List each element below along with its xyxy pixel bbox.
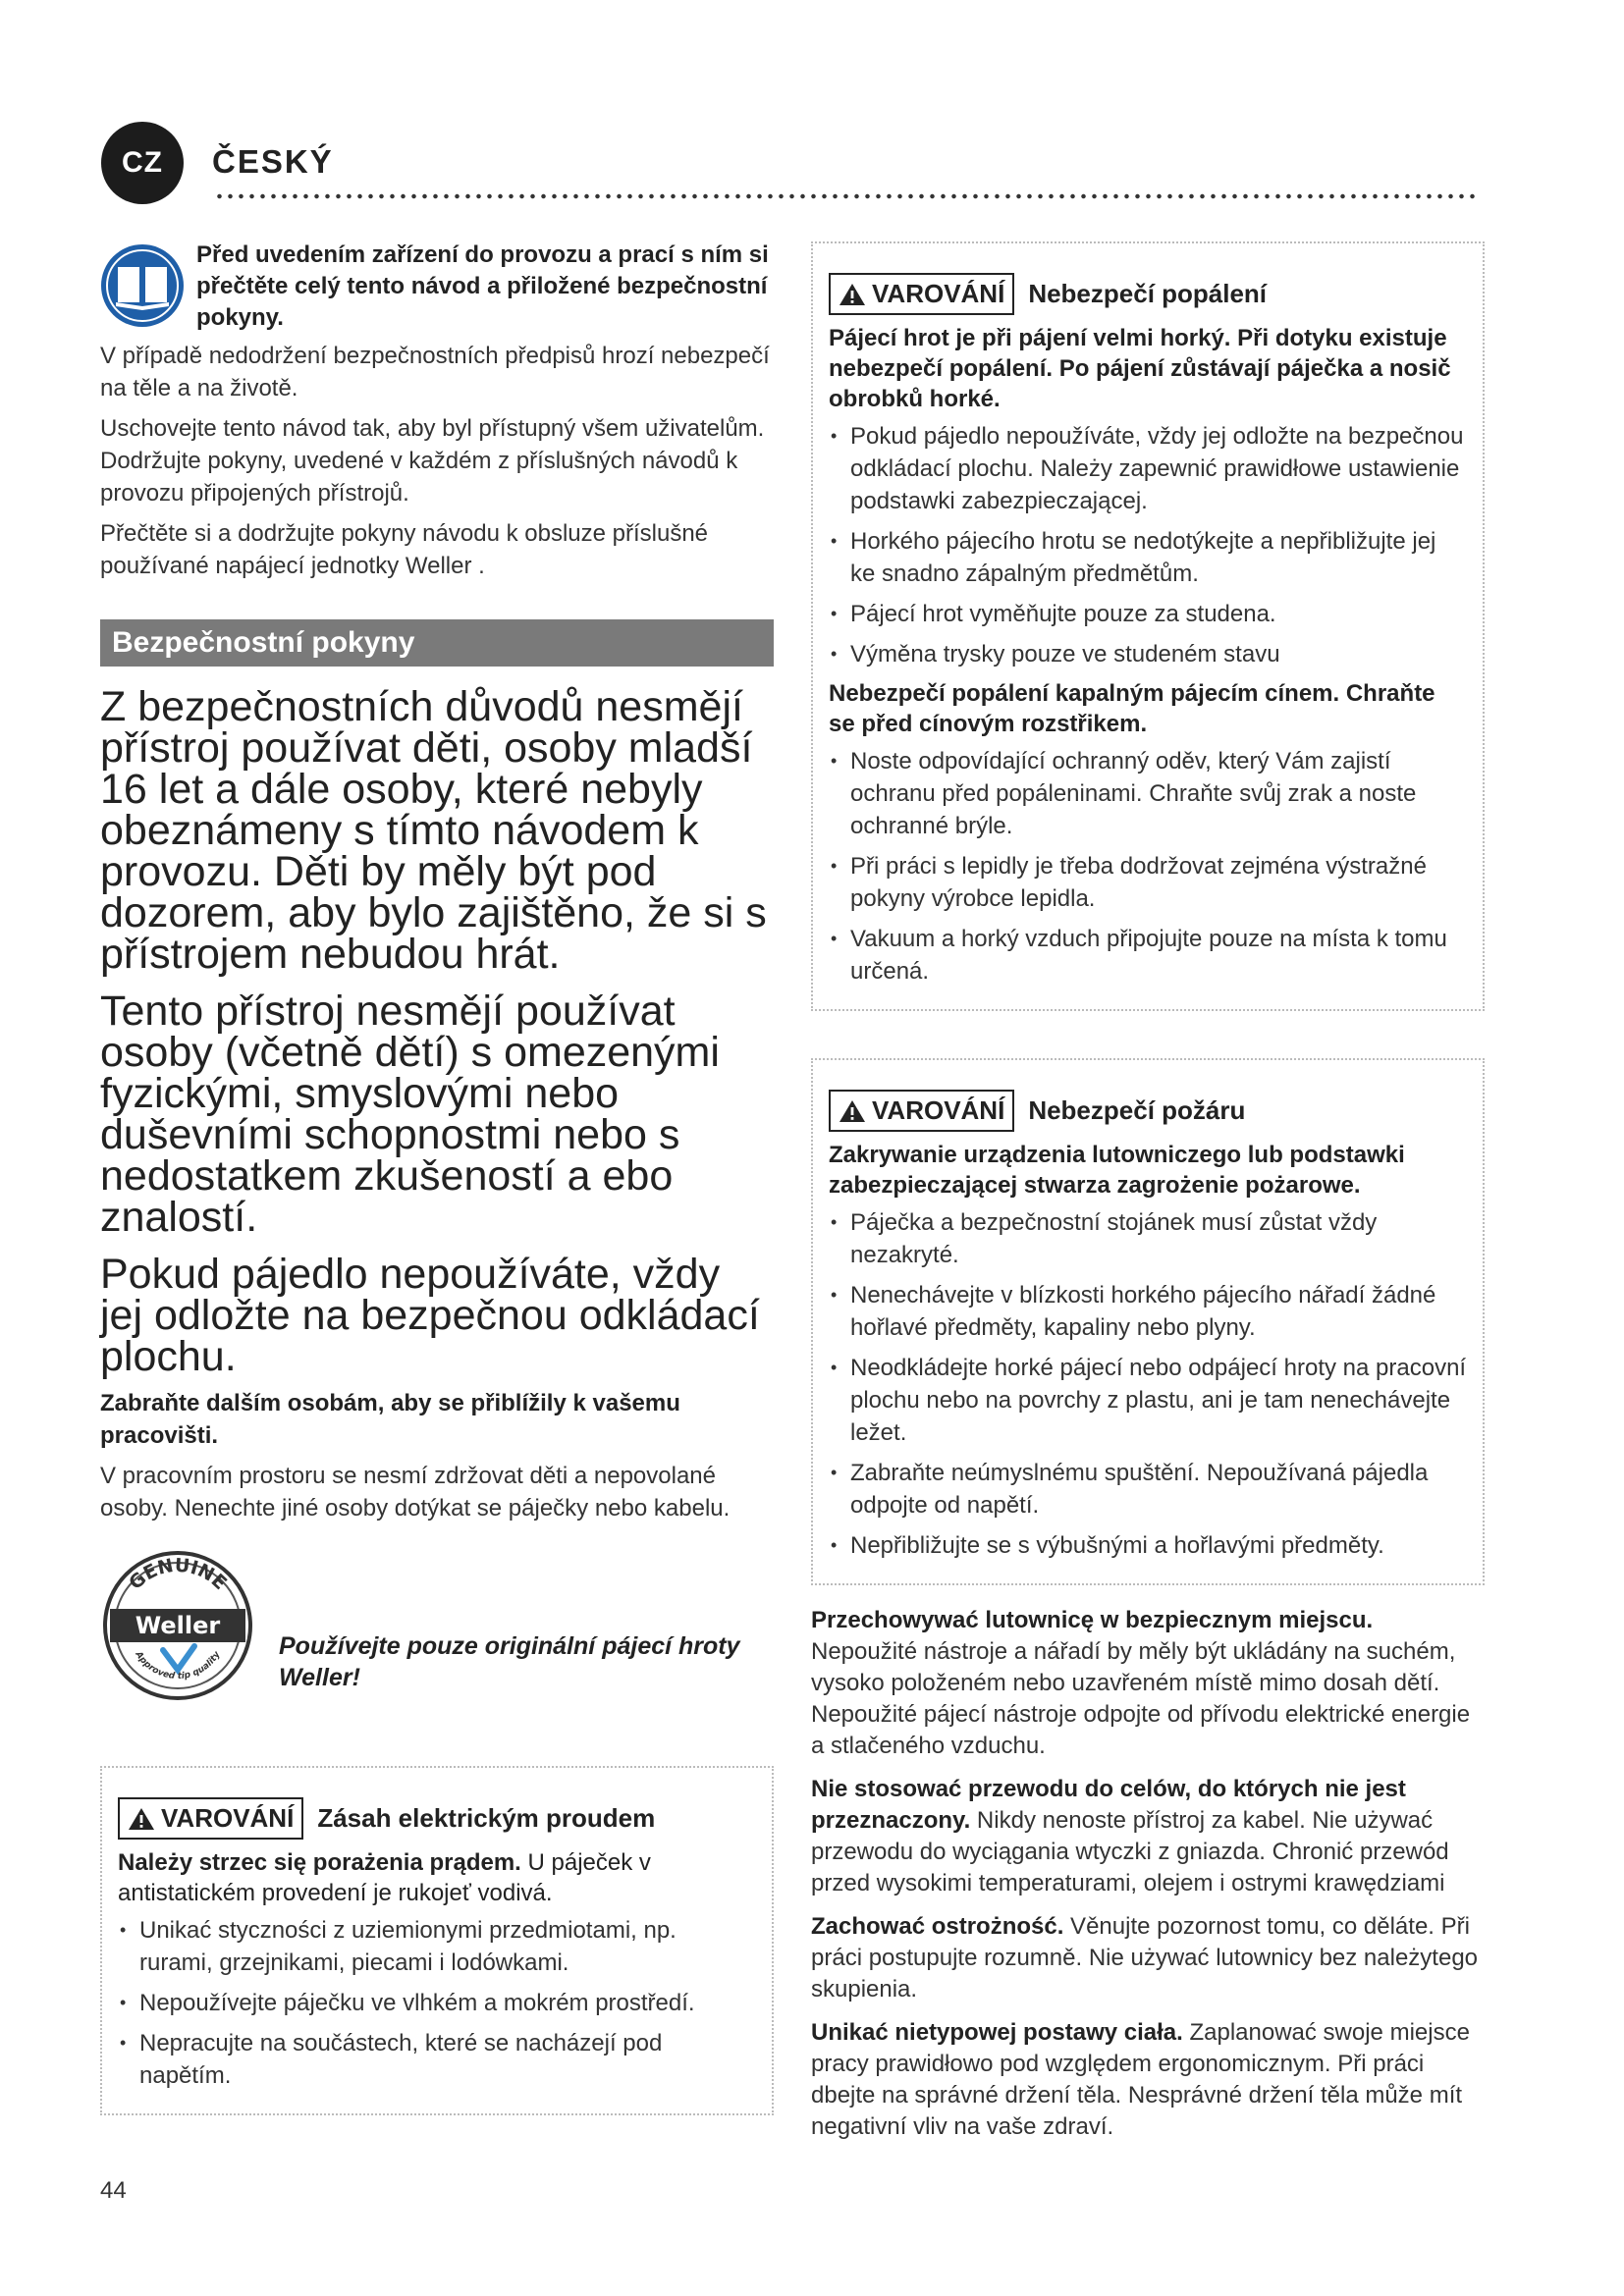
- warning-burn: [811, 241, 1485, 1011]
- warning-triangle-icon: [839, 283, 866, 306]
- list-item: • Horkého pájecího hrotu se nedotýkejte a nepřibližujte jej ke snadno zápalným předmětům.: [829, 525, 1467, 590]
- genuine-tips-block: [100, 1548, 774, 1703]
- warning-triangle-icon: [128, 1807, 155, 1831]
- section-heading: Bezpečnostní pokyny: [100, 619, 774, 667]
- warning-list: [829, 1206, 1467, 1562]
- safety-big-text-1: Z bezpečnostních důvodů nesmějí přístroj používat děti, osoby mladší 16 let a dále osoby, které nebyly obeznámeny s tímto návodem k provozu. Děti by měly být pod dozorem, aby bylo zajištěno, že si s přístrojem nebudou hrát.: [100, 683, 767, 978]
- manual-book-icon: [100, 243, 185, 328]
- warning-fire: [811, 1058, 1485, 1585]
- right-paragraphs: [811, 1605, 1485, 2143]
- warning-tag: [829, 1090, 1014, 1132]
- list-item: • Zabraňte neúmyslnému spuštění. Nepoužívaná pájedla odpojte od napětí.: [829, 1457, 1467, 1522]
- intro-paragraph-3: Přečtěte si a dodržujte pokyny návodu k obsluze příslušné používané napájecí jednotky Weller .: [100, 520, 709, 579]
- list-item: • Pájecí hrot vyměňujte pouze za studena.: [829, 598, 1467, 630]
- page-number: 44: [100, 2177, 127, 2204]
- svg-text:Approved tip quality: Approved tip quality: [133, 1649, 223, 1682]
- intro-block: [100, 240, 774, 582]
- paragraph-storage: Przechowywać lutownicę w bezpiecznym miejscu. Nepoužité nástroje a nářadí by měly být ukládány na suchém, vysoko položeném nebo uzavřeném místě mimo dosah dětí. Nepoužité pájecí nástroje odpojte od přívodu elektrické energie a stlačeného vzduchu.: [811, 1607, 1471, 1759]
- left-column: [100, 240, 774, 2115]
- warning-title: Nebezpečí popálení: [1028, 279, 1268, 308]
- list-item: • Nepoužívejte páječku ve vlhkém a mokrém prostředí.: [118, 1987, 756, 2019]
- genuine-caption: Používejte pouze originální pájecí hroty Weller!: [279, 1632, 740, 1691]
- paragraph-caution: Zachować ostrożność. Věnujte pozornost tomu, co děláte. Při práci postupujte rozumně. Nie używać lutownicy bez należytego skupienia.: [811, 1913, 1479, 2002]
- warning-tag: [118, 1797, 303, 1840]
- paragraph-cable: Nie stosować przewodu do celów, do których nie jest przeznaczony. Nikdy nenoste přístroj za kabel. Nie używać przewodu do wyciągania wtyczki z gniazda. Chronić przewód przed wysokimi temperaturami, olejem i ostrymi krawędziami: [811, 1776, 1449, 1896]
- warning-title: Zásah elektrickým proudem: [317, 1803, 656, 1833]
- warning-lead: Zakrywanie urządzenia lutowniczego lub podstawki zabezpieczającej stwarza zagrożenie pożarowe.: [829, 1142, 1405, 1199]
- safety-bold-text: Zabraňte dalším osobám, aby se přiblížily k vašemu pracovišti.: [100, 1390, 680, 1449]
- warning-tag-label: VAROVÁNÍ: [872, 1095, 1005, 1125]
- warning-subheading: Nebezpečí popálení kapalným pájecím cínem. Chraňte se před cínovým rozstřikem.: [829, 680, 1435, 737]
- list-item: • Unikać styczności z uziemionymi przedmiotami, np. rurami, grzejnikami, piecami i lodówkami.: [118, 1914, 756, 1979]
- safety-big-text-3: Pokud pájedlo nepoužíváte, vždy jej odložte na bezpečnou odkládací plochu.: [100, 1251, 760, 1380]
- intro-paragraph-2: Uschovejte tento návod tak, aby byl přístupný všem uživatelům. Dodržujte pokyny, uvedené v každém z příslušných návodů k provozu připojených přístrojů.: [100, 415, 765, 507]
- warning-lead: Należy strzec się porażenia prądem. U páječek v antistatickém provedení je rukojeť vodivá.: [118, 1849, 651, 1906]
- genuine-weller-seal-icon: [100, 1548, 255, 1703]
- warning-triangle-icon: [839, 1099, 866, 1123]
- warning-electric-shock: [100, 1766, 774, 2115]
- warning-tag: [829, 273, 1014, 315]
- svg-text:Weller: Weller: [135, 1612, 221, 1639]
- warning-header: [829, 273, 1467, 315]
- svg-text:GENUINE: GENUINE: [125, 1554, 232, 1595]
- warning-lead: Pájecí hrot je při pájení velmi horký. Při dotyku existuje nebezpečí popálení. Po pájení zůstávají páječka a nosič obrobků horké.: [829, 325, 1451, 412]
- dotted-divider: [214, 192, 1481, 200]
- safety-paragraph: V pracovním prostoru se nesmí zdržovat děti a nepovolané osoby. Nenechte jiné osoby dotýkat se páječky nebo kabelu.: [100, 1463, 731, 1522]
- warning-list: [118, 1914, 756, 2092]
- list-item: • Pokud pájedlo nepoužíváte, vždy jej odložte na bezpečnou odkládací plochu. Należy zapewnić prawidłowe ustawienie podstawki zabezpieczającej.: [829, 420, 1467, 517]
- language-title: ČESKÝ: [212, 143, 334, 180]
- list-item: • Vakuum a horký vzduch připojujte pouze na místa k tomu určená.: [829, 923, 1467, 988]
- intro-bold-text: Před uvedením zařízení do provozu a prací s ním si přečtěte celý tento návod a přiložené bezpečnostní pokyny.: [196, 241, 769, 331]
- warning-header: [118, 1797, 756, 1840]
- paragraph-posture: Unikać nietypowej postawy ciała. Zaplanować swoje miejsce pracy prawidłowo pod względem ergonomicznym. Při práci dbejte na správné držení těla. Nesprávné držení těla může mít negativní vliv na vaše zdraví.: [811, 2019, 1470, 2140]
- warning-tag-label: VAROVÁNÍ: [872, 279, 1005, 308]
- list-item: • Nepřibližujte se s výbušnými a hořlavými předměty.: [829, 1529, 1467, 1562]
- right-column: [811, 241, 1485, 2143]
- warning-tag-label: VAROVÁNÍ: [161, 1803, 295, 1833]
- list-item: • Výměna trysky pouze ve studeném stavu: [829, 638, 1467, 670]
- list-item: • Při práci s lepidly je třeba dodržovat zejména výstražné pokyny výrobce lepidla.: [829, 850, 1467, 915]
- warning-title: Nebezpečí požáru: [1028, 1095, 1246, 1125]
- language-badge: CZ: [101, 122, 184, 204]
- list-item: • Noste odpovídající ochranný oděv, který Vám zajistí ochranu před popáleninami. Chraňte svůj zrak a noste ochranné brýle.: [829, 745, 1467, 842]
- safety-big-text-2: Tento přístroj nesmějí používat osoby (včetně dětí) s omezenými fyzickými, smyslovými nebo duševními schopnostmi nebo s nedostatkem zkušeností a ebo znalostí.: [100, 988, 720, 1241]
- list-item: • Nenechávejte v blízkosti horkého pájecího nářadí žádné hořlavé předměty, kapaliny nebo plyny.: [829, 1279, 1467, 1344]
- warning-header: [829, 1090, 1467, 1132]
- warning-list: [829, 420, 1467, 670]
- list-item: • Páječka a bezpečnostní stojánek musí zůstat vždy nezakryté.: [829, 1206, 1467, 1271]
- intro-paragraph-1: V případě nedodržení bezpečnostních předpisů hrozí nebezpečí na těle a na životě.: [100, 343, 770, 401]
- list-item: • Nepracujte na součástech, které se nacházejí pod napětím.: [118, 2027, 756, 2092]
- warning-list: [829, 745, 1467, 988]
- list-item: • Neodkládejte horké pájecí nebo odpájecí hroty na pracovní plochu nebo na povrchy z plastu, ani je tam nenechávejte ležet.: [829, 1352, 1467, 1449]
